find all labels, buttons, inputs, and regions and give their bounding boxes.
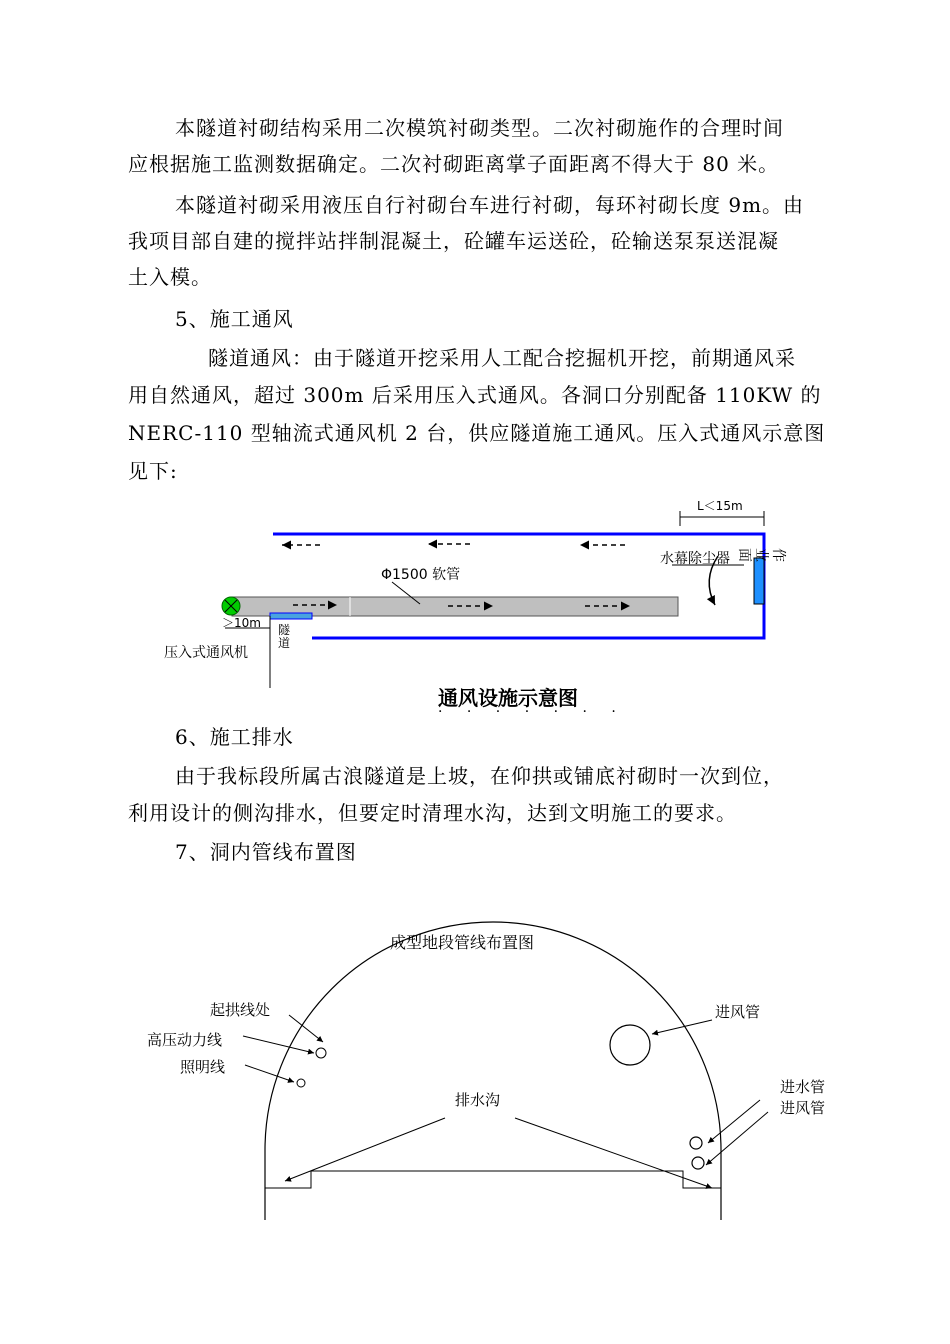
- arch-springing-label: 起拱线处: [210, 1001, 271, 1019]
- ventilation-caption: 通风设施示意图: [438, 686, 578, 710]
- work-face-label: 作业面: [736, 548, 786, 562]
- heading-7: 7、洞内管线布置图: [175, 840, 357, 864]
- paragraph-1-line-1: 本隧道衬砌结构采用二次模筑衬砌类型。二次衬砌施作的合理时间: [175, 116, 784, 140]
- tunnel-arch: [265, 922, 721, 1220]
- lighting-marker: [297, 1079, 305, 1087]
- paragraph-2-line-3: 土入模。: [128, 265, 212, 289]
- paragraph-3-line-3: NERC-110 型轴流式通风机 2 台，供应隧道施工通风。压入式通风示意图: [128, 421, 826, 445]
- caption-emphasis-dots: · · · · · · ·: [438, 704, 626, 720]
- fan-label: 压入式通风机: [164, 645, 248, 661]
- paragraph-3-line-1: 隧道通风：由于隧道开挖采用人工配合挖掘机开挖，前期通风采: [208, 346, 796, 370]
- air-pipe-marker: [692, 1157, 704, 1169]
- paragraph-2-line-1: 本隧道衬砌采用液压自行衬砌台车进行衬砌，每环衬砌长度 9m。由: [175, 193, 805, 217]
- paragraph-4-line-2: 利用设计的侧沟排水，但要定时清理水沟，达到文明施工的要求。: [128, 801, 737, 825]
- high-voltage-label: 高压动力线: [147, 1031, 223, 1049]
- dust-collector-label: 水幕除尘器: [660, 551, 730, 567]
- air-duct-circle: [610, 1025, 650, 1065]
- heading-6: 6、施工排水: [175, 725, 294, 749]
- distance-label: L＜15m: [697, 499, 743, 513]
- paragraph-2-line-2: 我项目部自建的搅拌站拌制混凝土，砼罐车运送砼，砼输送泵泵送混凝: [128, 229, 779, 253]
- floor-line: [265, 1171, 721, 1188]
- paragraph-4-line-1: 由于我标段所属古浪隧道是上坡，在仰拱或铺底衬砌时一次到位，: [175, 764, 784, 788]
- water-inlet-label: 进水管: [780, 1078, 826, 1096]
- pipeline-title: 成型地段管线布置图: [390, 933, 535, 952]
- fan-distance-label: ＞10m: [222, 616, 261, 630]
- heading-5: 5、施工通风: [175, 307, 294, 331]
- water-pipe-marker: [690, 1137, 702, 1149]
- duct-label: Φ1500 软管: [381, 567, 461, 583]
- lighting-label: 照明线: [180, 1058, 226, 1076]
- high-voltage-marker: [316, 1048, 326, 1058]
- tunnel-label: 隧道: [278, 623, 291, 650]
- paragraph-3-line-4: 见下:: [128, 459, 178, 483]
- paragraph-3-line-2: 用自然通风，超过 300m 后采用压入式通风。各洞口分别配备 110KW 的: [128, 383, 822, 407]
- drain-label: 排水沟: [455, 1091, 501, 1109]
- air-inlet-top-label: 进风管: [715, 1003, 761, 1021]
- air-inlet-side-label: 进风管: [780, 1099, 826, 1117]
- paragraph-1-line-2: 应根据施工监测数据确定。二次衬砌距离掌子面距离不得大于 80 米。: [128, 152, 780, 176]
